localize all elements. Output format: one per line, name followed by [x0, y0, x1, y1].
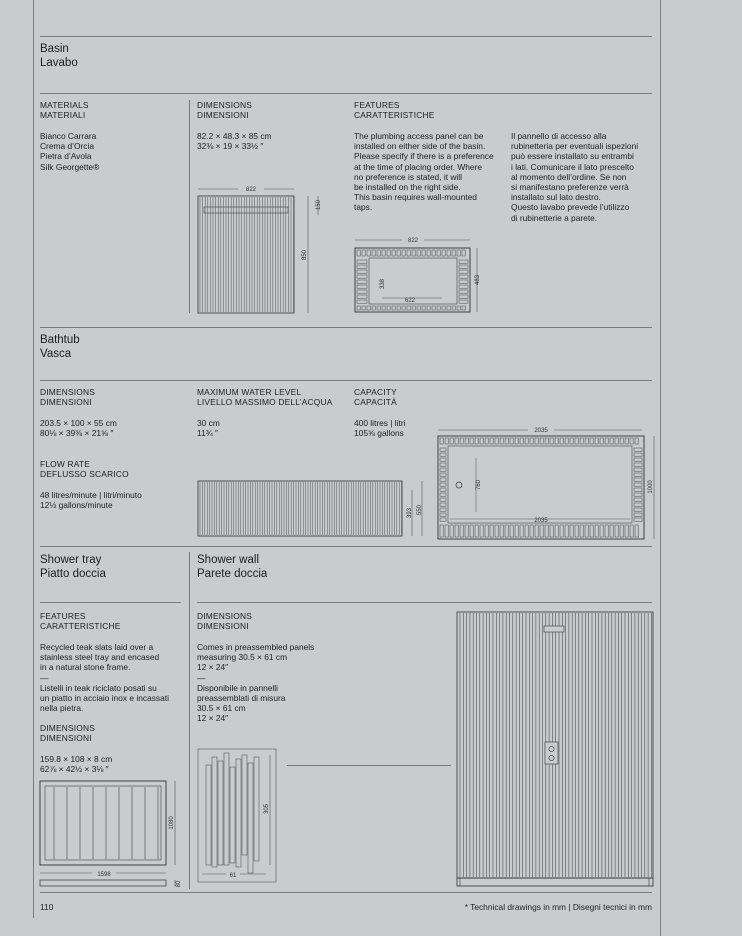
bathtub-top-drawing [436, 424, 660, 542]
pattern-block [470, 438, 473, 444]
pattern-block [630, 525, 633, 537]
pattern-block [367, 306, 370, 310]
column-divider [189, 552, 190, 889]
pattern-block [545, 438, 548, 444]
pattern-block [520, 438, 523, 444]
shower-tray-dimensions-values: 159.8 × 108 × 8 cm 62⅞ × 42½ × 3⅛ ″ [40, 754, 113, 775]
pattern-block [440, 508, 446, 511]
pattern-block [565, 438, 568, 444]
basin-title: Basin Lavabo [40, 43, 78, 69]
pattern-block [459, 265, 468, 268]
pattern-block [459, 260, 468, 263]
basin-materials-label: MATERIALS MATERIALI [40, 100, 89, 120]
bathtub-side-drawing [196, 478, 432, 540]
pattern-block [535, 438, 538, 444]
pattern-block [412, 306, 415, 310]
pattern-block [452, 306, 455, 310]
pattern-block [440, 493, 446, 496]
pattern-block [459, 295, 468, 298]
pattern-block [367, 250, 370, 256]
pattern-block [615, 525, 618, 537]
pattern-block [412, 250, 415, 256]
pattern-block [500, 438, 503, 444]
footer-divider [40, 892, 652, 893]
pattern-block [462, 306, 465, 310]
pattern-block [620, 438, 623, 444]
pattern-block [402, 250, 405, 256]
shower-tray-features-label: FEATURES CARATTERISTICHE [40, 611, 121, 631]
pattern-block [634, 498, 642, 501]
pattern-block [407, 250, 410, 256]
pattern-block [634, 458, 642, 461]
basin-features-en: The plumbing access panel can be installed on either side of the basin. Please specify if there is a preference at the time of placing order. Where no preference is stated, it will be installed on the right side. This basin requires wall-mounted taps. [354, 131, 494, 213]
shower-tray-dimensions-label: DIMENSIONS DIMENSIONI [40, 723, 96, 743]
pattern-block [392, 306, 395, 310]
pattern-block [450, 438, 453, 444]
pattern-block [372, 250, 375, 256]
basin-dimensions-values: 82.2 × 48.3 × 85 cm 32⅜ × 19 × 33½ ″ [197, 131, 272, 152]
divider [197, 602, 652, 603]
pattern-block [500, 525, 503, 537]
shower-wall-panel-drawing [196, 747, 286, 887]
bathtub-dimensions-values: 203.5 × 100 × 55 cm 80⅛ × 39⅜ × 21⅝ ″ [40, 418, 117, 439]
pattern-block [634, 463, 642, 466]
pattern-block [510, 438, 513, 444]
pattern-block [635, 438, 638, 444]
pattern-block [417, 250, 420, 256]
pattern-block [357, 260, 367, 263]
footer-note: * Technical drawings in mm | Disegni tecnici in mm [464, 902, 652, 912]
pattern-block [382, 306, 385, 310]
pattern-block [455, 438, 458, 444]
pattern-block [357, 295, 367, 298]
basin-front-height-label: 850 [302, 249, 308, 261]
shower-wall-elevation [456, 612, 656, 892]
bathtub-capacity-values: 400 litres | litri 105⅝ gallons [354, 418, 406, 439]
shower-tray-height-label: 80 [176, 880, 182, 888]
pattern-block [440, 503, 446, 506]
pattern-block [445, 438, 448, 444]
basin-front-drawing [196, 183, 336, 318]
pattern-block [357, 250, 360, 256]
bathtub-side-height-label: 550 [417, 504, 423, 516]
pattern-block [550, 525, 553, 537]
pattern-block [455, 525, 458, 537]
pattern-block [440, 473, 446, 476]
pattern-block [595, 438, 598, 444]
pattern-block [440, 518, 446, 521]
pattern-block [440, 483, 446, 486]
shower-panel-height-label: 305 [264, 803, 270, 815]
shower-wall-dimensions-label: DIMENSIONS DIMENSIONI [197, 611, 253, 631]
pattern-block [490, 525, 493, 537]
bathtub-side-slats [200, 482, 402, 535]
pattern-block [397, 250, 400, 256]
shower-tray-drawing [38, 778, 183, 890]
bathtub-capacity-label: CAPACITY CAPACITÀ [354, 387, 397, 407]
column-divider [189, 100, 190, 313]
pattern-block [475, 438, 478, 444]
pattern-block [450, 525, 453, 537]
bathtub-top-depth-label: 1000 [648, 480, 654, 494]
pattern-block [442, 250, 445, 256]
pattern-block [634, 488, 642, 491]
pattern-block [357, 275, 367, 278]
pattern-block [440, 525, 443, 537]
pattern-block [407, 306, 410, 310]
pattern-block [610, 438, 613, 444]
divider [40, 93, 652, 94]
basin-front-top-label: 150 [316, 199, 322, 211]
pattern-block [555, 438, 558, 444]
bathtub-title: Bathtub Vasca [40, 334, 80, 360]
shower-head-icon [544, 626, 564, 632]
divider [40, 327, 652, 328]
pattern-block [580, 438, 583, 444]
pattern-block [459, 290, 468, 293]
pattern-block [625, 438, 628, 444]
pattern-block [585, 525, 588, 537]
basin-top-depth-label: 483 [475, 274, 481, 286]
arrow-connector [287, 765, 451, 766]
page-left-edge [33, 0, 34, 918]
pattern-block [459, 280, 468, 283]
pattern-block [447, 306, 450, 310]
pattern-block [397, 306, 400, 310]
pattern-block [459, 300, 468, 303]
basin-front-width-label: 822 [245, 187, 257, 193]
pattern-block [248, 763, 253, 873]
bathtub-dimensions-label: DIMENSIONS DIMENSIONI [40, 387, 96, 407]
pattern-block [590, 525, 593, 537]
pattern-block [540, 438, 543, 444]
pattern-block [440, 468, 446, 471]
pattern-block [635, 525, 638, 537]
bathtub-water-level-values: 30 cm 11¾ ″ [197, 418, 220, 439]
pattern-block [357, 285, 367, 288]
pattern-block [465, 525, 468, 537]
pattern-block [357, 290, 367, 293]
pattern-block [457, 250, 460, 256]
pattern-block [495, 438, 498, 444]
pattern-block [600, 438, 603, 444]
pattern-block [432, 306, 435, 310]
pattern-block [505, 438, 508, 444]
bathtub-flow-values: 48 litres/minute | litri/minuto 12½ gallons/minute [40, 490, 142, 511]
pattern-block [442, 306, 445, 310]
shower-wall-title: Shower wall Parete doccia [197, 554, 268, 580]
pattern-block [440, 498, 446, 501]
pattern-block [595, 525, 598, 537]
pattern-block [530, 438, 533, 444]
pattern-block [440, 513, 446, 516]
basin-top-inner-width-label: 622 [404, 298, 416, 304]
pattern-block [427, 250, 430, 256]
pattern-block [440, 438, 443, 444]
pattern-block [457, 306, 460, 310]
pattern-block [357, 265, 367, 268]
pattern-block [362, 250, 365, 256]
pattern-block [206, 765, 211, 865]
shower-tray-slats [54, 787, 158, 859]
pattern-block [440, 463, 446, 466]
shower-panel-slats [206, 753, 259, 873]
pattern-block [440, 448, 446, 451]
bathtub-top-inner-width-label: 2035 [534, 518, 548, 524]
pattern-block [392, 250, 395, 256]
pattern-block [535, 525, 538, 537]
pattern-block [357, 306, 360, 310]
basin-materials-list: Bianco Carrara Crema d’Orcia Pietra d’Avola Silk Georgette® [40, 131, 100, 172]
shower-wall-description: Comes in preassembled panels measuring 30.5 × 61 cm 12 × 24″ — Disponibile in pannelli preassemblati di misura 30.5 × 61 cm 12 × 24″ [197, 642, 315, 724]
pattern-block [362, 306, 365, 310]
pattern-block [530, 525, 533, 537]
pattern-block [550, 438, 553, 444]
pattern-block [570, 525, 573, 537]
pattern-block [615, 438, 618, 444]
pattern-block [605, 438, 608, 444]
pattern-block [560, 525, 563, 537]
pattern-block [634, 518, 642, 521]
pattern-block [372, 306, 375, 310]
pattern-block [634, 503, 642, 506]
bathtub-flow-label: FLOW RATE DEFLUSSO SCARICO [40, 459, 129, 479]
pattern-block [462, 250, 465, 256]
pattern-block [485, 525, 488, 537]
pattern-block [440, 458, 446, 461]
pattern-block [515, 525, 518, 537]
pattern-block [480, 438, 483, 444]
pattern-block [505, 525, 508, 537]
pattern-block [460, 525, 463, 537]
pattern-block [610, 525, 613, 537]
pattern-block [437, 250, 440, 256]
pattern-block [495, 525, 498, 537]
pattern-block [555, 525, 558, 537]
page-number: 110 [40, 902, 54, 912]
pattern-block [634, 478, 642, 481]
pattern-block [440, 488, 446, 491]
pattern-block [452, 250, 455, 256]
divider [40, 380, 652, 381]
basin-front-slats [200, 197, 294, 312]
pattern-block [212, 757, 217, 867]
pattern-block [447, 250, 450, 256]
pattern-block [417, 306, 420, 310]
pattern-block [387, 250, 390, 256]
pattern-block [224, 753, 229, 865]
pattern-block [634, 508, 642, 511]
pattern-block [525, 438, 528, 444]
pattern-block [440, 478, 446, 481]
pattern-block [459, 285, 468, 288]
pattern-block [630, 438, 633, 444]
pattern-block [545, 525, 548, 537]
pattern-block [459, 270, 468, 273]
pattern-block [510, 525, 513, 537]
pattern-block [422, 306, 425, 310]
pattern-block [620, 525, 623, 537]
basin-dimensions-label: DIMENSIONS DIMENSIONI [197, 100, 253, 120]
pattern-block [460, 438, 463, 444]
pattern-block [440, 453, 446, 456]
pattern-block [560, 438, 563, 444]
pattern-block [437, 306, 440, 310]
pattern-block [230, 767, 235, 863]
pattern-block [600, 525, 603, 537]
pattern-block [470, 525, 473, 537]
pattern-block [357, 270, 367, 273]
pattern-block [634, 513, 642, 516]
pattern-block [445, 525, 448, 537]
pattern-block [634, 493, 642, 496]
basin-features-it: Il pannello di accesso alla rubinetteria per eventuali ispezioni può essere installato su entrambi i lati. Comunicare il lato prescelto al momento dell’ordine. Se non si manifestano preferenze verrà installato sul lato destro. Questo lavabo prevede l’utilizzo di rubinetterie a parete. [511, 131, 639, 223]
pattern-block [575, 438, 578, 444]
page-right-edge [660, 0, 661, 936]
pattern-block [465, 438, 468, 444]
pattern-block [236, 759, 241, 867]
pattern-block [422, 250, 425, 256]
shower-panel-width-label: 61 [229, 873, 237, 879]
pattern-block [634, 468, 642, 471]
pattern-block [475, 525, 478, 537]
basin-top-inner-depth-label: 338 [380, 278, 386, 290]
basin-features-label: FEATURES CARATTERISTICHE [354, 100, 435, 120]
shower-tray-features-text: Recycled teak slats laid over a stainless steel tray and encased in a natural stone frame. — Listelli in teak riciclato posati su un piatto in acciaio inox e incassati nella pietra. [40, 642, 169, 714]
pattern-block [427, 306, 430, 310]
divider [40, 602, 181, 603]
pattern-block [590, 438, 593, 444]
pattern-block [525, 525, 528, 537]
pattern-block [605, 525, 608, 537]
pattern-block [625, 525, 628, 537]
pattern-block [218, 761, 223, 865]
pattern-block [242, 755, 247, 855]
pattern-block [515, 438, 518, 444]
pattern-block [357, 280, 367, 283]
drain-icon [456, 482, 462, 488]
pattern-block [357, 300, 367, 303]
pattern-block [634, 453, 642, 456]
pattern-block [382, 250, 385, 256]
pattern-block [634, 483, 642, 486]
bathtub-top-inner-depth-label: 760 [476, 479, 482, 491]
bathtub-side-inner-height-label: 393 [407, 507, 413, 519]
pattern-block [520, 525, 523, 537]
basin-top-drawing [352, 234, 492, 316]
shower-tray-depth-label: 1080 [169, 816, 175, 830]
bathtub-top-width-label: 2035 [534, 428, 548, 434]
pattern-block [254, 757, 259, 861]
pattern-block [580, 525, 583, 537]
pattern-block [377, 250, 380, 256]
pattern-block [585, 438, 588, 444]
pattern-block [634, 473, 642, 476]
pattern-block [485, 438, 488, 444]
bathtub-water-level-label: MAXIMUM WATER LEVEL LIVELLO MASSIMO DELL’ACQUA [197, 387, 333, 407]
pattern-block [565, 525, 568, 537]
pattern-block [402, 306, 405, 310]
pattern-block [432, 250, 435, 256]
pattern-block [480, 525, 483, 537]
pattern-block [575, 525, 578, 537]
basin-top-width-label: 822 [407, 238, 419, 244]
pattern-block [459, 275, 468, 278]
pattern-block [377, 306, 380, 310]
pattern-block [570, 438, 573, 444]
divider [40, 546, 652, 547]
pattern-block [540, 525, 543, 537]
pattern-block [490, 438, 493, 444]
pattern-block [634, 448, 642, 451]
divider [40, 36, 652, 37]
shower-tray-width-label: 1598 [97, 872, 111, 878]
shower-tray-title: Shower tray Piatto doccia [40, 554, 106, 580]
pattern-block [387, 306, 390, 310]
